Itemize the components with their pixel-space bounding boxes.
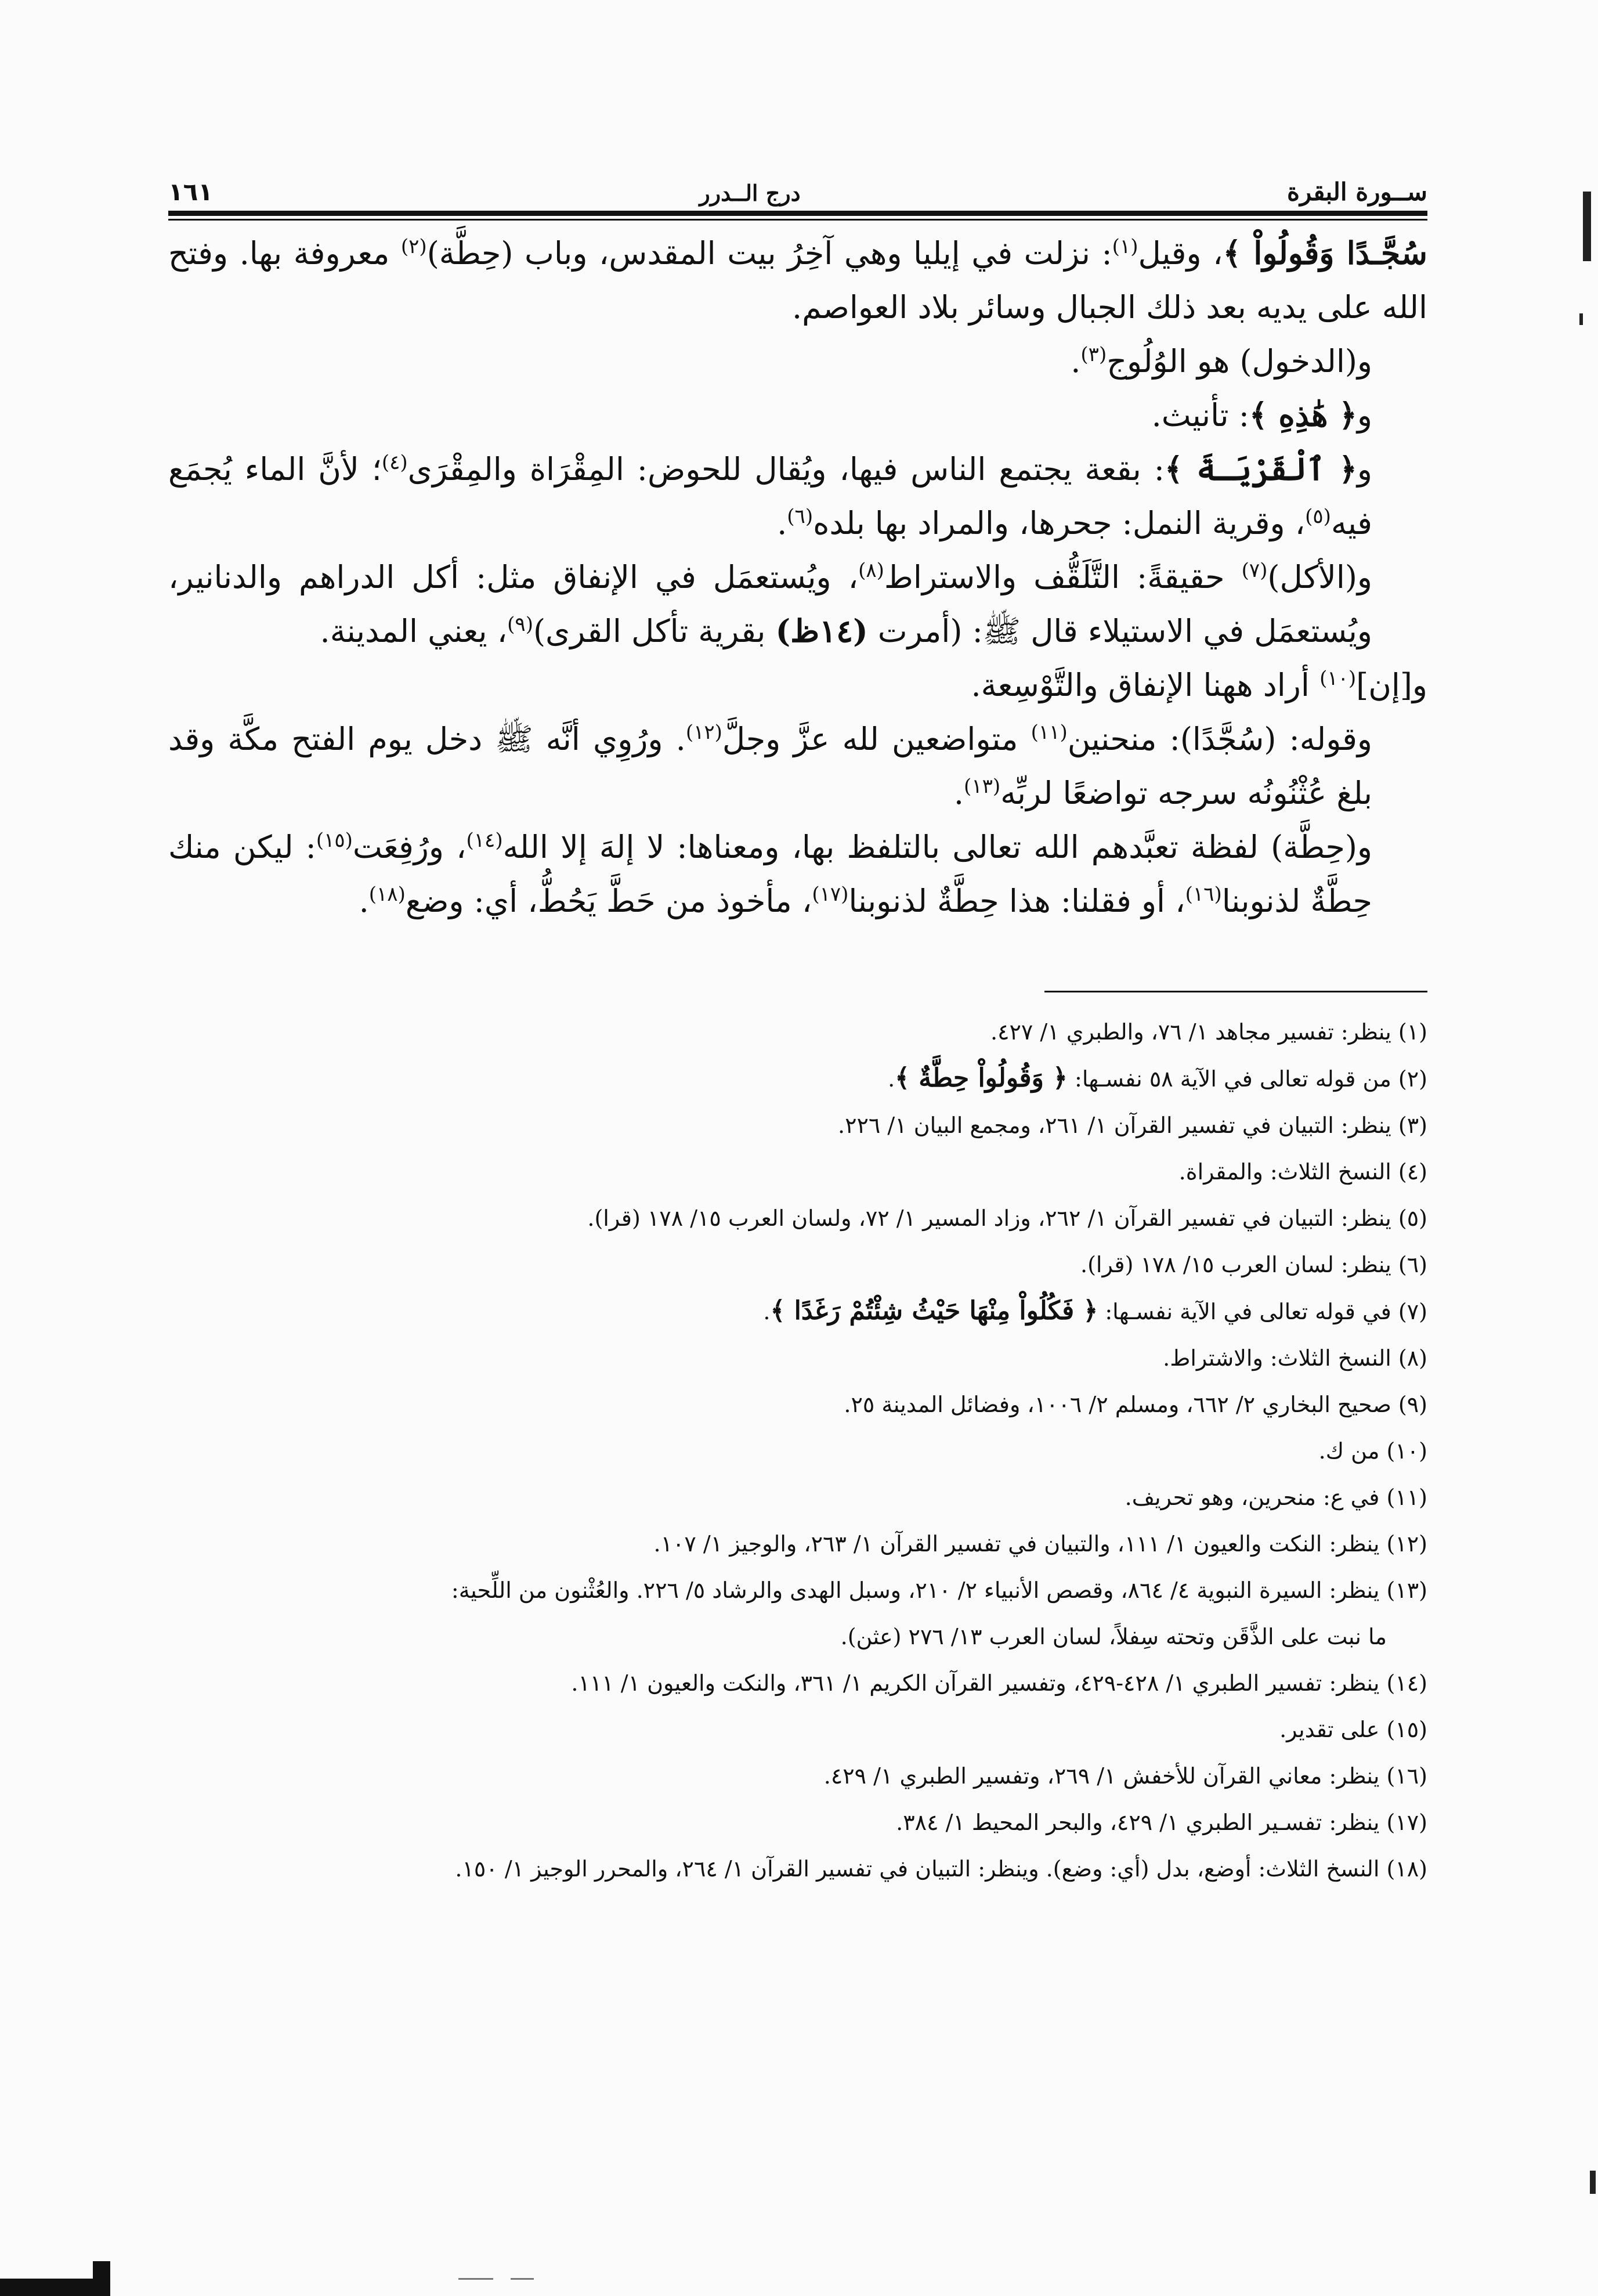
footnote-ref: (١٧): [812, 883, 849, 906]
quran-quote: ﴿ هَٰذِهِ ﴾: [1249, 396, 1357, 434]
main-text: [168, 226, 1427, 928]
surah-title: ســورة البقرة: [1287, 178, 1427, 206]
footnote-7: (٧) في قوله تعالى في الآية نفسـها: ﴿ فَكُلُواْ مِنْهَا حَيْثُ شِئْتُمْ رَغَدًا ﴾.: [763, 1296, 1427, 1326]
scan-edge-mark: [1583, 192, 1591, 261]
footnote-5: (٥) ينظر: التبيان في تفسير القرآن ١/ ٢٦٢، وزاد المسير ١/ ٧٢، ولسان العرب ١٥/ ١٧٨ (قرا).: [587, 1205, 1427, 1231]
book-page: [168, 165, 1427, 1892]
footnote-ref: (١٣): [964, 775, 1001, 798]
quran-quote: ﴿ وَقُولُواْ حِطَّةٌ ﴾: [895, 1063, 1068, 1093]
footnote-6: (٦) ينظر: لسان العرب ١٥/ ١٧٨ (قرا).: [1080, 1252, 1427, 1277]
footnote-8: (٨) النسخ الثلاث: والاشتراط.: [1163, 1345, 1427, 1371]
paragraph-8: و(حِطَّة) لفظة تعبَّدهم الله تعالى بالتلفظ بها، ومعناها: لا إلهَ إلا الله$^{(١٤)}$، ورُفِعَت$^{(١٥)}$: ليكن منك حِطَّةٌ لذنوبنا$^{(١٦)}$، أو فقلنا: هذا حِطَّةٌ لذنوبنا$^{(١٧)}$، مأخوذ من حَطَّ يَحُطُّ، أي: وضع$^{(١٨)}$.: [168, 829, 1372, 919]
footnote-10: (١٠) من ك.: [1318, 1438, 1427, 1464]
paragraph-6: و[إن]$^{(١٠)}$ أراد ههنا الإنفاق والتَّوْسِعة.: [971, 667, 1427, 703]
scan-dash: [458, 2278, 493, 2280]
footnote-14: (١٤) ينظر: تفسير الطبري ١/ ٤٢٨-٤٢٩، وتفسير القرآن الكريم ١/ ٣٦١، والنكت والعيون ١/ ١١١.: [571, 1670, 1427, 1696]
paragraph-4: و﴿ ٱلْقَرْيَـةَ ﴾: بقعة يجتمع الناس فيها، ويُقال للحوض: المِقْرَاة والمِقْرَى$^{(٤)}$؛ لأنَّ الماء يُجمَع فيه$^{(٥)}$، وقرية النمل: جحرها، والمراد بها بلده$^{(٦)}$.: [168, 450, 1372, 541]
footnote-separator: [1044, 991, 1427, 992]
footnote-ref: (١٥): [316, 829, 353, 852]
paragraph-1: سُجَّـدًا وَقُولُواْ ﴾، وقيل$^{(١)}$: نزلت في إيليا وهي آخِرُ بيت المقدس، وباب (حِطَّة)$^{(٢)}$ معروفة بها. وفتح الله على يديه بعد ذلك الجبال وسائر بلاد العواصم.: [168, 234, 1427, 326]
book-title: درج الــدرر: [699, 180, 801, 206]
running-header: [168, 165, 1427, 206]
footnote-ref: (١٨): [368, 883, 406, 906]
footnote-ref: (١): [1112, 235, 1138, 258]
page-number: ١٦١: [168, 178, 213, 206]
paragraph-2: و(الدخول) هو الوُلُوج$^{(٣)}$.: [1071, 343, 1372, 380]
header-rule-thin: [168, 219, 1427, 221]
scan-edge-mark: [1590, 2171, 1596, 2194]
footnote-13-continuation: ما نبت على الذَّقَن وتحته سِفلاً، لسان العرب ١٣/ ٢٧٦ (عثن).: [840, 1624, 1387, 1649]
footnotes: [168, 1009, 1427, 1892]
footnote-16: (١٦) ينظر: معاني القرآن للأخفش ١/ ٢٦٩، وتفسير الطبري ١/ ٤٢٩.: [823, 1763, 1427, 1789]
paragraph-5: و(الأكل)$^{(٧)}$ حقيقةً: التَّلَقُّف والاستراط$^{(٨)}$، ويُستعمَل في الإنفاق مثل: أكل الدراهم والدنانير، ويُستعمَل في الاستيلاء قال ﷺ: (أمرت (١٤ظ) بقرية تأكل القرى)$^{(٩)}$، يعني المدينة.: [168, 559, 1372, 649]
footnote-ref: (٣): [1080, 343, 1107, 366]
footnote-15: (١٥) على تقدير.: [1279, 1717, 1427, 1742]
quran-quote: ﴿ ٱلْقَرْيَـةَ ﴾: [1164, 450, 1357, 488]
footnote-ref: (٤): [381, 451, 408, 474]
footnote-ref: (١٤): [466, 829, 503, 852]
header-rule-thick: [168, 211, 1427, 216]
footnote-ref: (٦): [787, 505, 814, 528]
footnote-11: (١١) في ع: منحرين، وهو تحريف.: [1125, 1485, 1427, 1510]
quran-quote: سُجَّـدًا وَقُولُواْ ﴾: [1223, 234, 1427, 272]
footnote-ref: (٩): [507, 613, 533, 636]
footnote-ref: (١٢): [685, 721, 722, 744]
footnote-17: (١٧) ينظر: تفسـير الطبري ١/ ٤٢٩، والبحر المحيط ١/ ٣٨٤.: [896, 1810, 1427, 1835]
footnote-ref: (١٦): [1185, 883, 1222, 906]
footnote-2: (٢) من قوله تعالى في الآية ٥٨ نفسـها: ﴿ وَقُولُواْ حِطَّةٌ ﴾.: [888, 1063, 1427, 1093]
footnote-3: (٣) ينظر: التبيان في تفسير القرآن ١/ ٢٦١، ومجمع البيان ١/ ٢٢٦.: [838, 1113, 1427, 1138]
manuscript-marker: (١٤ظ): [775, 612, 868, 649]
footnote-ref: (٢): [400, 235, 427, 258]
paragraph-7: وقوله: (سُجَّدًا): منحنين$^{(١١)}$ متواضعين لله عزَّ وجلَّ$^{(١٢)}$. ورُوِي أنَّه ﷺ دخل يوم الفتح مكَّة وقد بلغ عُثْنُونُه سرجه تواضعًا لربِّه$^{(١٣)}$.: [168, 721, 1372, 811]
quran-quote: ﴿ فَكُلُواْ مِنْهَا حَيْثُ شِئْتُمْ رَغَدًا ﴾: [770, 1296, 1098, 1326]
footnote-ref: (١١): [1031, 721, 1068, 744]
footnote-ref: (٥): [1305, 505, 1331, 528]
footnote-12: (١٢) ينظر: النكت والعيون ١/ ١١١، والتبيان في تفسير القرآن ١/ ٢٦٣، والوجيز ١/ ١٠٧.: [653, 1531, 1427, 1557]
footnote-ref: (٧): [1241, 559, 1268, 582]
scan-dash: [511, 2278, 534, 2280]
footnote-ref: (٨): [858, 559, 884, 582]
footnote-13: (١٣) ينظر: السيرة النبوية ٤/ ٨٦٤، وقصص الأنبياء ٢/ ٢١٠، وسبل الهدى والرشاد ٥/ ٢٢٦. والعُثْنون من اللِّحية:: [451, 1577, 1427, 1603]
scan-corner-mark: [93, 2261, 110, 2296]
footnote-4: (٤) النسخ الثلاث: والمقراة.: [1178, 1159, 1427, 1185]
paragraph-3: و﴿ هَٰذِهِ ﴾: تأنيث.: [1151, 396, 1372, 434]
footnote-1: (١) ينظر: تفسير مجاهد ١/ ٧٦، والطبري ١/ ٤٢٧.: [990, 1019, 1427, 1045]
scan-edge-mark: [1579, 313, 1583, 325]
footnote-18: (١٨) النسخ الثلاث: أوضع، بدل (أي: وضع). وينظر: التبيان في تفسير القرآن ١/ ٢٦٤، والمحرر الوجيز ١/ ١٥٠.: [455, 1856, 1427, 1882]
footnote-9: (٩) صحيح البخاري ٢/ ٦٦٢، ومسلم ٢/ ١٠٠٦، وفضائل المدينة ٢٥.: [844, 1392, 1427, 1417]
footnote-ref: (١٠): [1319, 667, 1357, 690]
